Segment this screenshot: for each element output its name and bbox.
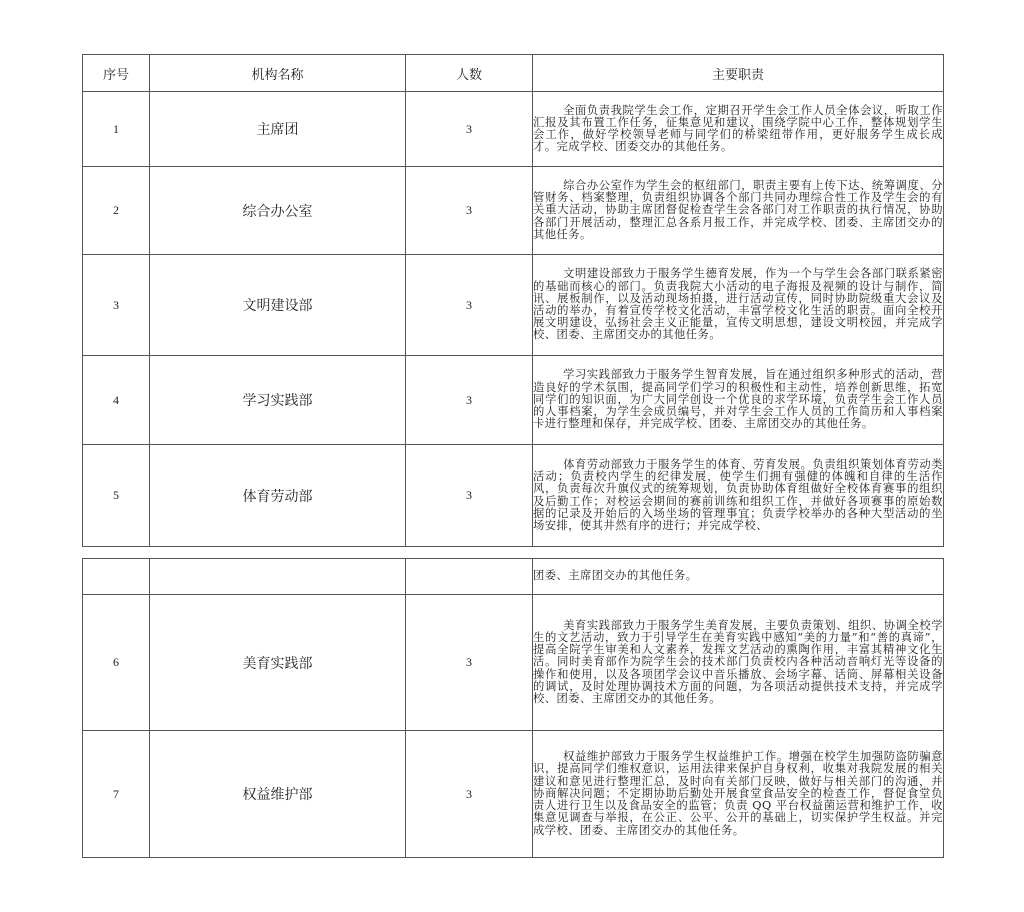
row-seq: 4 xyxy=(83,356,150,445)
row-seq: 7 xyxy=(83,731,150,858)
row-count: 3 xyxy=(406,731,533,858)
table-row xyxy=(83,92,944,167)
row-name: 主席团 xyxy=(150,92,406,167)
duty-table-part1 xyxy=(82,54,944,547)
row-seq xyxy=(83,559,150,595)
row-duty: 权益维护部致力于服务学生权益维护工作。增强在校学生加强防盗防骗意识，提高同学们维权意识，运用法律来保护自身权利，收集对我院发展的相关建议和意见进行整理汇总，及时向有关部门反映，做好与相关部门的沟通，并协商解决问题；不定期协助后勤处开展食堂食品安全的检查工作，督促食堂负责人进行卫生以及食品安全的监管；负责 QQ 平台权益菌运营和维护工作，收集意见调查与举报，在公正、公平、公开的基础上，切实保护学生权益。并完成学校、团委、主席团交办的其他任务。 xyxy=(533,731,944,858)
row-duty: 美育实践部致力于服务学生美育发展，主要负责策划、组织、协调全校学生的文艺活动，致力于引导学生在美育实践中感知“美的力量”和“善的真谛”，提高全院学生审美和人文素养，发挥文艺活动的熏陶作用，丰富其精神文化生活。同时美育部作为院学生会的技术部门负责校内各种活动音响灯光等设备的操作和使用，以及各项团学会议中音乐播放、会场字幕、话筒、屏幕相关设备的调试，及时处理协调技术方面的问题，为各项活动提供技术支持，并完成学校、团委、主席团交办的其他任务。 xyxy=(533,595,944,731)
row-duty: 综合办公室作为学生会的枢纽部门，职责主要有上传下达、统筹调度、分管财务、档案整理，负责组织协调各个部门共同办理综合性工作及学生会的有关重大活动，协助主席团督促检查学生会各部门对工作职责的执行情况，协助各部门开展活动，整理汇总各系月报工作，并完成学校、团委、主席团交办的其他任务。 xyxy=(533,167,944,255)
table-row xyxy=(83,255,944,356)
row-count: 3 xyxy=(406,255,533,356)
table-row xyxy=(83,559,944,595)
table-row xyxy=(83,356,944,445)
row-duty: 文明建设部致力于服务学生德育发展，作为一个与学生会各部门联系紧密的基础而核心的部门。负责我院大小活动的电子海报及视频的设计与制作，简讯、展板制作，以及活动现场拍摄，进行活动宣传，同时协助院级重大会议及活动的举办，有着宣传学校文化活动，丰富学校文化生活的职责。面向全校开展文明建设，弘扬社会主义正能量，宣传文明思想，建设文明校园，并完成学校、团委、主席团交办的其他任务。 xyxy=(533,255,944,356)
row-duty: 学习实践部致力于服务学生智育发展，旨在通过组织多种形式的活动，营造良好的学术氛围，提高同学们学习的积极性和主动性，培养创新思维，拓宽同学们的知识面，为广大同学创设一个优良的求学环境，负责学生会工作人员的人事档案，为学生会成员编号，并对学生会工作人员的工作简历和人事档案卡进行整理和保存，并完成学校、团委、主席团交办的其他任务。 xyxy=(533,356,944,445)
row-name: 权益维护部 xyxy=(150,731,406,858)
row-name: 体育劳动部 xyxy=(150,445,406,547)
row-count: 3 xyxy=(406,595,533,731)
duty-table-part2 xyxy=(82,558,944,858)
table-row xyxy=(83,731,944,858)
row-duty: 全面负责我院学生会工作，定期召开学生会工作人员全体会议，听取工作汇报及其布置工作任务，征集意见和建议，围绕学院中心工作，整体规划学生会工作，做好学校领导老师与同学们的桥梁纽带作用，更好服务学生成长成才。完成学校、团委交办的其他任务。 xyxy=(533,92,944,167)
row-count: 3 xyxy=(406,445,533,547)
row-count: 3 xyxy=(406,356,533,445)
row-seq: 2 xyxy=(83,167,150,255)
row-seq: 6 xyxy=(83,595,150,731)
row-name: 学习实践部 xyxy=(150,356,406,445)
table-row xyxy=(83,167,944,255)
row-seq: 3 xyxy=(83,255,150,356)
table-row xyxy=(83,595,944,731)
row-name: 美育实践部 xyxy=(150,595,406,731)
row-name: 文明建设部 xyxy=(150,255,406,356)
row-seq: 1 xyxy=(83,92,150,167)
header-name: 机构名称 xyxy=(150,55,406,92)
row-count: 3 xyxy=(406,167,533,255)
row-duty: 体育劳动部致力于服务学生的体育、劳育发展。负责组织策划体育劳动类活动；负责校内学生的纪律发展，使学生们拥有强健的体魄和自律的生活作风，负责每次升旗仪式的统筹规划，负责协助体育组做好全校体育赛事的组织及后勤工作；对校运会期间的赛前训练和组织工作，并做好各项赛事的原始数据的记录及开始后的入场坐场的管理事宜；负责学校举办的各种大型活动的坐场安排，使其井然有序的进行；并完成学校、 xyxy=(533,445,944,547)
header-seq: 序号 xyxy=(83,55,150,92)
header-count: 人数 xyxy=(406,55,533,92)
table-header-row xyxy=(83,55,944,92)
row-duty-continuation: 团委、主席团交办的其他任务。 xyxy=(533,559,944,595)
row-seq: 5 xyxy=(83,445,150,547)
row-count xyxy=(406,559,533,595)
row-count: 3 xyxy=(406,92,533,167)
row-name: 综合办公室 xyxy=(150,167,406,255)
row-name xyxy=(150,559,406,595)
table-row xyxy=(83,445,944,547)
header-duty: 主要职责 xyxy=(533,55,944,92)
